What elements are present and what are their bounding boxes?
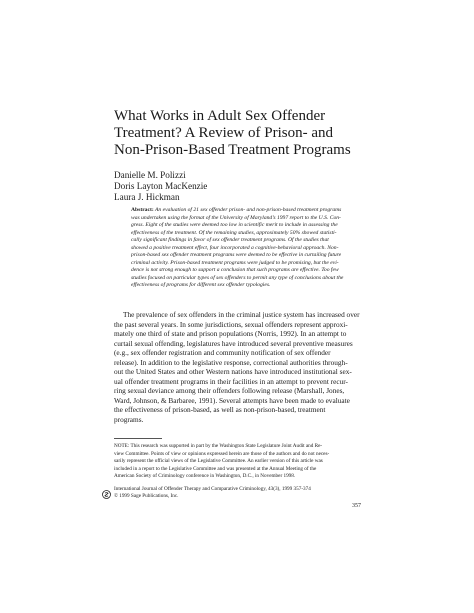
author-name: Doris Layton MacKenzie xyxy=(114,181,208,191)
abstract-line: dence is not strong enough to support a conclusion that such programs are effective. Too few xyxy=(131,267,339,274)
body-line: release). In addition to the legislative response, correctional authorities through- xyxy=(114,357,348,367)
footnote-line: view Committee. Points of view or opinions expressed herein are those of the authors and do not neces- xyxy=(114,450,330,457)
author-name: Laura J. Hickman xyxy=(114,192,180,202)
journal-line: International Journal of Offender Therapy and Comparative Criminology, 43(3), 1999 357-374 xyxy=(114,486,311,492)
abstract-line: studies focused on particular types of sex offenders to permit any type of conclusions about the xyxy=(131,274,344,281)
abstract-line: effectiveness of the treatment. Of the remaining studies, approximately 50% showed statisti- xyxy=(131,229,337,236)
body-line: the past several years. In some jurisdictions, sexual offenders represent approxi- xyxy=(114,319,348,329)
footnote-line: NOTE: This research was supported in part by the Washington State Legislature Joint Audit and Re- xyxy=(114,443,323,449)
abstract-first-line xyxy=(131,207,365,215)
page-number: 357 xyxy=(352,503,361,509)
author-name: Danielle M. Polizzi xyxy=(114,170,186,180)
abstract-label: Abstract: xyxy=(131,207,154,213)
abstract-line: effectiveness of programs for different sex offender typologies. xyxy=(131,282,271,289)
body-line: curtail sexual offending, legislatures have introduced several preventive measures xyxy=(114,338,353,348)
article-title xyxy=(114,108,414,159)
abstract-line: gress. Eight of the studies were deemed too low in scientific merit to include in assessing the xyxy=(131,222,338,229)
abstract xyxy=(131,207,365,290)
abstract-line: criminal activity. Prison-based treatment programs were judged to be promising, but the evi- xyxy=(131,259,339,266)
abstract-text: An evaluation of 21 sex offender prison- and non-prison-based treatment programs xyxy=(155,207,342,213)
body-line: the effectiveness of prison-based, as well as non-prison-based, treatment xyxy=(114,405,326,415)
body-line: The prevalence of sex offenders in the criminal justice system has increased over xyxy=(123,310,360,319)
body-paragraph xyxy=(114,310,369,425)
footnote xyxy=(114,443,369,481)
body-line: programs. xyxy=(114,415,144,425)
title-line: Non-Prison-Based Treatment Programs xyxy=(114,142,351,158)
sage-logo-icon xyxy=(102,486,111,495)
abstract-line: was undertaken using the format of the University of Maryland’s 1997 report to the U.S. Con- xyxy=(131,214,341,221)
body-line: Ward, Johnson, & Barbaree, 1991). Several attempts have been made to evaluate xyxy=(114,395,350,405)
body-line: (e.g., sex offender registration and community notification of sex offender xyxy=(114,348,331,358)
abstract-line: cally significant findings in favor of sex offender treatment programs. Of the studies that xyxy=(131,237,329,244)
abstract-line: showed a positive treatment effect, four incorporated a cognitive-behavioral approach. Non- xyxy=(131,244,339,251)
body-line: ual offender treatment programs in their facilities in an attempt to prevent recur- xyxy=(114,376,348,386)
footnote-line: American Society of Criminology conference in Washington, D.C., in November 1998. xyxy=(114,473,296,479)
body-line: ring sexual deviance among their offenders following release (Marshall, Jones, xyxy=(114,386,345,396)
footnote-line: sarily represent the official views of the Legislative Committee. An earlier version of this article was xyxy=(114,458,323,464)
journal-line: © 1999 Sage Publications, Inc. xyxy=(114,493,179,500)
journal-citation xyxy=(114,486,311,501)
title-line: What Works in Adult Sex Offender xyxy=(114,108,326,124)
body-line: out the United States and other Western nations have introduced institutional sex- xyxy=(114,367,352,377)
footnote-line: included in a report to the Legislative Committee and was presented at the Annual Meeting of the xyxy=(114,465,317,472)
footnote-divider xyxy=(114,438,162,439)
author-list xyxy=(114,170,207,203)
body-line: mately one third of state and prison populations (Norris, 1992). In an attempt to xyxy=(114,329,347,339)
abstract-line: prison-based sex offender treatment programs were deemed to be effective in curtailing future xyxy=(131,252,342,259)
title-line: Treatment? A Review of Prison- and xyxy=(114,125,334,141)
